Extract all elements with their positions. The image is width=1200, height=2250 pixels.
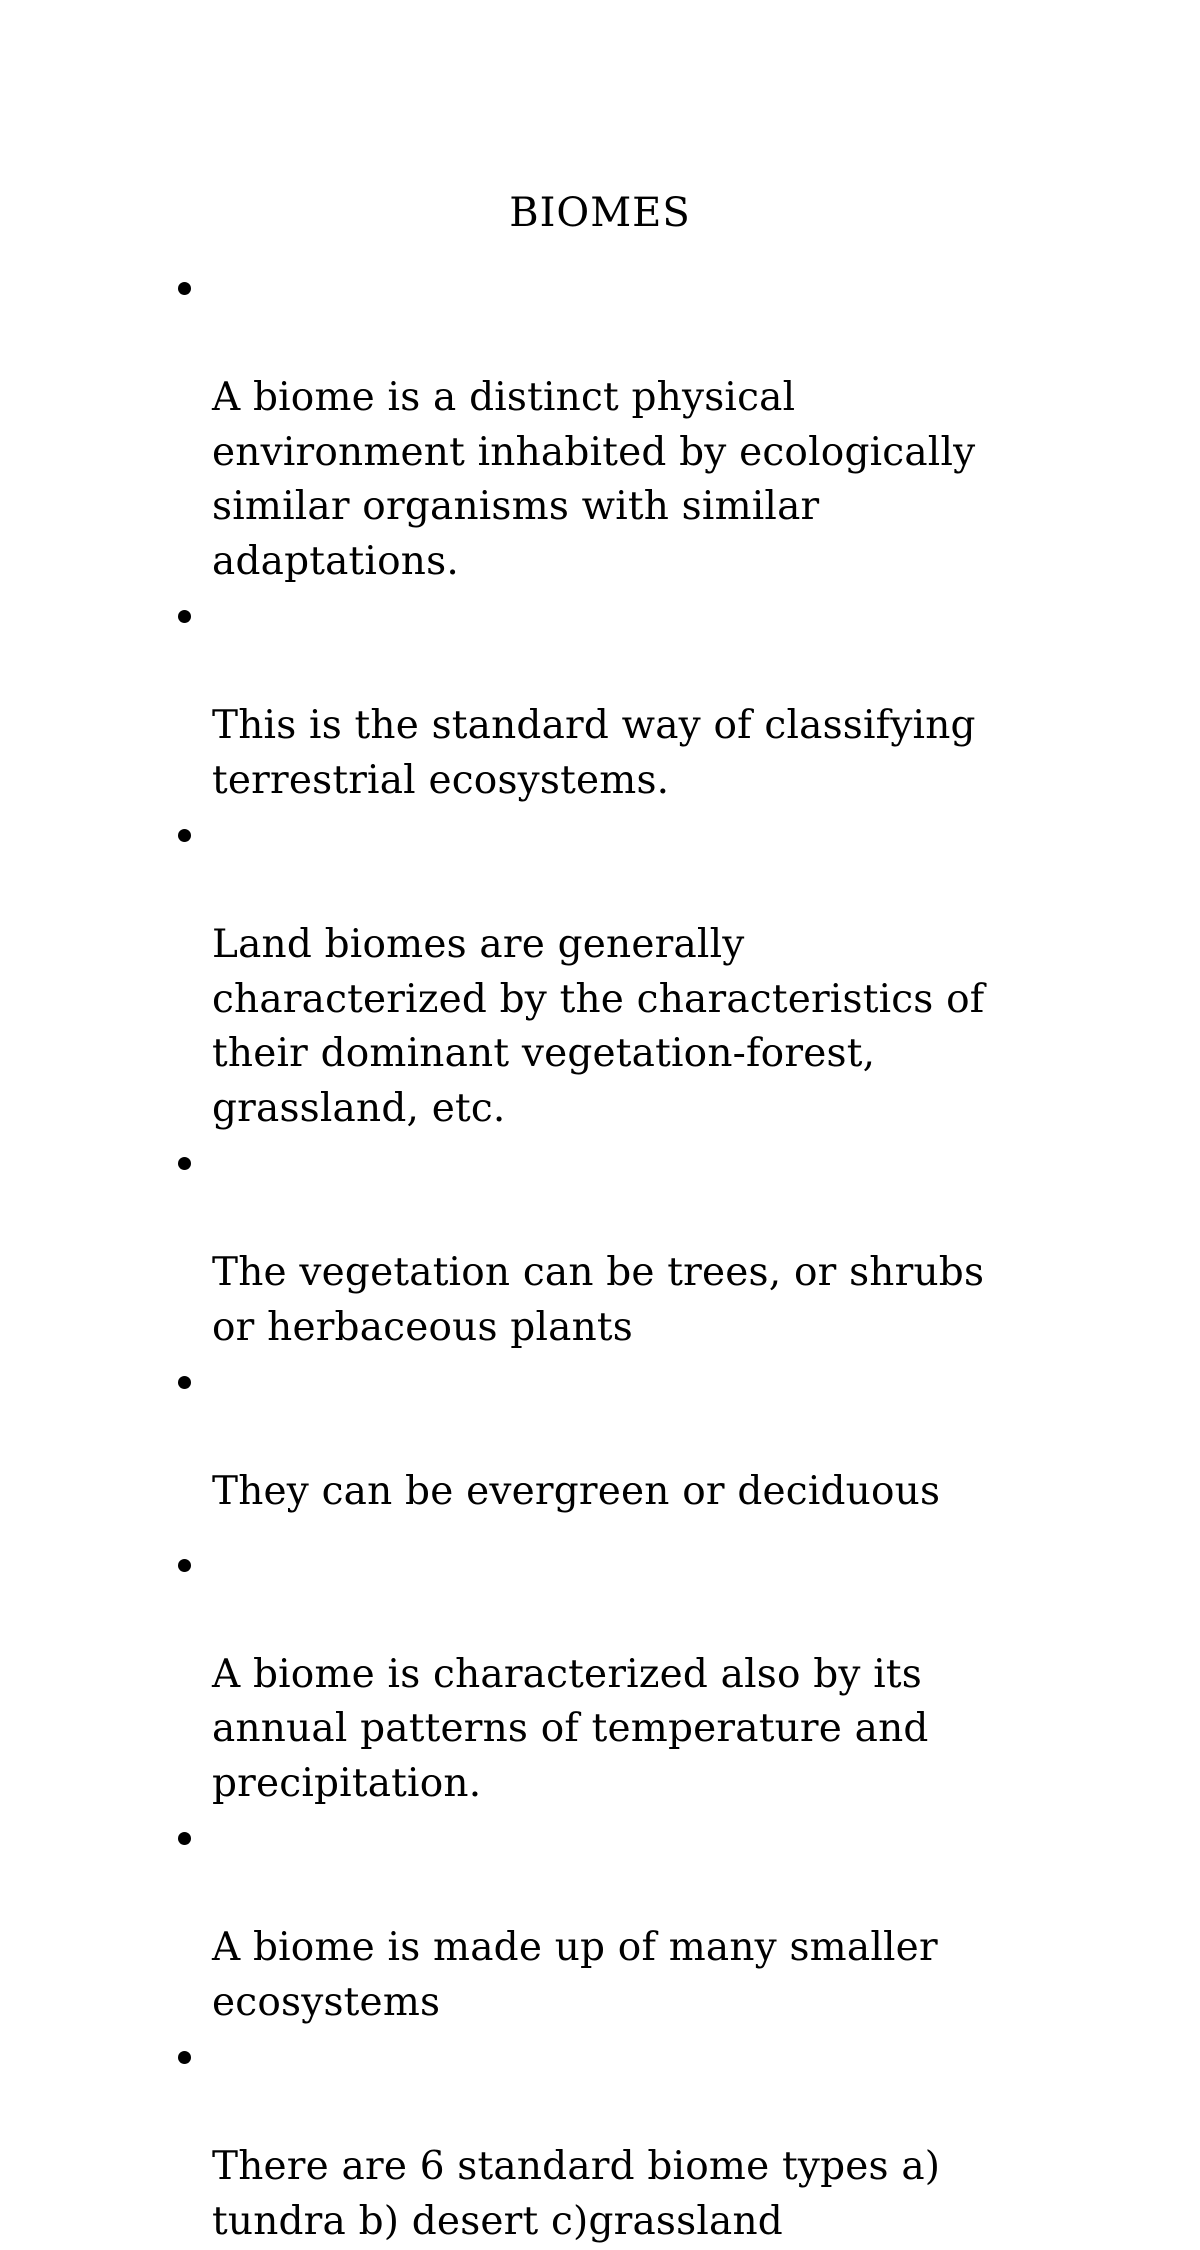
page-title: BIOMES	[509, 190, 691, 236]
list-item	[212, 590, 1042, 808]
list-item-text: A biome is a distinct physical environment inhabited by ecologically similar organisms with similar adaptations.	[212, 375, 976, 584]
list-item	[212, 1812, 1042, 2030]
bullet-icon	[178, 282, 191, 295]
bullet-icon	[178, 1832, 191, 1845]
bullet-list	[212, 262, 1042, 2250]
list-item-text: They can be evergreen or deciduous	[212, 1469, 941, 1514]
list-item-text: There are 6 standard biome types a) tundra b) desert c)grassland	[212, 2144, 941, 2244]
bullet-icon	[178, 829, 191, 842]
list-item	[212, 1137, 1042, 1355]
list-item-text: A biome is made up of many smaller ecosystems	[212, 1925, 938, 2025]
bullet-icon	[178, 610, 191, 623]
list-item	[212, 2031, 1042, 2249]
list-item	[212, 262, 1042, 589]
list-item-text: The vegetation can be trees, or shrubs or herbaceous plants	[212, 1250, 985, 1350]
bullet-icon	[178, 1157, 191, 1170]
list-item	[212, 1356, 1042, 1520]
list-item	[212, 809, 1042, 1136]
list-item-text: This is the standard way of classifying terrestrial ecosystems.	[212, 703, 976, 803]
list-item	[212, 1539, 1042, 1812]
list-item-text: Land biomes are generally characterized by the characteristics of their dominant vegetation-forest, grassland, etc.	[212, 922, 985, 1131]
bullet-icon	[178, 2051, 191, 2064]
bullet-icon	[178, 1559, 191, 1572]
bullet-icon	[178, 1376, 191, 1389]
list-item-text: A biome is characterized also by its annual patterns of temperature and precipitation.	[212, 1651, 929, 1806]
